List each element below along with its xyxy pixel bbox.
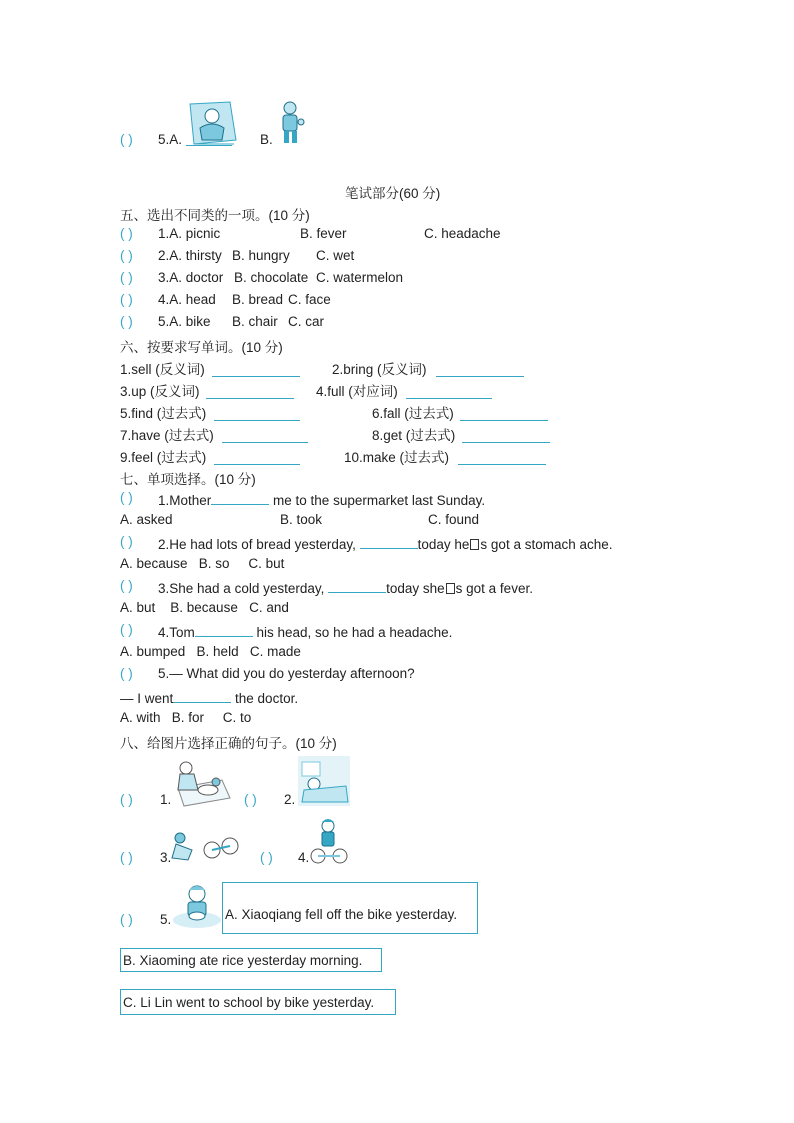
word-prompt: 4.full (对应词): [316, 384, 398, 399]
option-a: A. asked: [120, 512, 173, 527]
word-prompt: 9.feel (过去式): [120, 450, 207, 465]
option-c: C. headache: [424, 226, 501, 241]
sentence-c-box: [120, 989, 396, 1015]
option-a: 2.A. thirsty: [158, 248, 222, 263]
option-a: 4.A. head: [158, 292, 216, 307]
options-row: A. with B. for C. to: [120, 710, 252, 725]
option-c: C. watermelon: [316, 270, 404, 285]
answer-paren: ( ): [120, 912, 133, 927]
options-row: A. because B. so C. but: [120, 556, 285, 571]
picture-label: 3.: [160, 850, 172, 865]
word-prompt: 6.fall (过去式): [372, 406, 454, 421]
answer-line[interactable]: [222, 442, 308, 443]
answer-paren: ( ): [120, 132, 133, 147]
sentence-a-box: [222, 882, 478, 934]
option-c: C. wet: [316, 248, 355, 263]
eating-rice-picture: [172, 882, 222, 928]
answer-paren: ( ): [120, 578, 133, 593]
answer-line: [186, 145, 232, 146]
answer-blank[interactable]: [328, 578, 386, 593]
sleeping-in-bed-picture: [298, 756, 350, 806]
options-row: A. bumped B. held C. made: [120, 644, 301, 659]
answer-paren: ( ): [120, 622, 133, 637]
picture-label: 4.: [298, 850, 310, 865]
answer-paren: ( ): [260, 850, 273, 865]
option-c: C. car: [288, 314, 325, 329]
answer-paren: ( ): [120, 270, 133, 285]
answer-paren: ( ): [120, 792, 133, 807]
answer-paren: ( ): [120, 850, 133, 865]
child-cold-picture: [278, 100, 306, 148]
picnic-picture: [172, 758, 234, 808]
answer-blank[interactable]: [173, 688, 231, 703]
answer-line[interactable]: [214, 420, 300, 421]
option-b: B. bread: [232, 292, 284, 307]
section-5-title: 五、选出不同类的一项。(10 分): [120, 208, 310, 223]
answer-paren: ( ): [120, 248, 133, 263]
answer-line[interactable]: [460, 420, 548, 421]
answer-blank[interactable]: [211, 490, 269, 505]
option-b: B. fever: [300, 226, 347, 241]
answer-line[interactable]: [206, 398, 294, 399]
question-label: 5.A.: [158, 132, 183, 147]
answer-blank[interactable]: [195, 622, 253, 637]
answer-line[interactable]: [436, 376, 524, 377]
picture-label: 5.: [160, 912, 172, 927]
word-prompt: 7.have (过去式): [120, 428, 214, 443]
question-1: 1.Mother me to the supermarket last Sunday.: [158, 490, 485, 508]
question-3: 3.She had a cold yesterday, today she s got a fever.: [158, 578, 533, 596]
option-c: C. face: [288, 292, 331, 307]
question-5-answer-line: — I went the doctor.: [120, 688, 298, 706]
picture-label: 2.: [284, 792, 296, 807]
written-section-header: 笔试部分(60 分): [345, 186, 441, 201]
riding-bike-picture: [310, 818, 348, 866]
answer-line[interactable]: [212, 376, 300, 377]
answer-line[interactable]: [406, 398, 492, 399]
answer-paren: ( ): [244, 792, 257, 807]
option-b: B. hungry: [232, 248, 290, 263]
answer-line[interactable]: [458, 464, 546, 465]
word-prompt: 3.up (反义词): [120, 384, 200, 399]
section-7-title: 七、单项选择。(10 分): [120, 472, 256, 487]
missing-glyph-box: [446, 583, 455, 594]
option-b-label: B.: [260, 132, 273, 147]
option-c: C. found: [428, 512, 480, 527]
word-prompt: 1.sell (反义词): [120, 362, 205, 377]
option-b: B. chocolate: [234, 270, 309, 285]
sentence-b-box: [120, 948, 382, 972]
answer-paren: ( ): [120, 314, 133, 329]
word-prompt: 8.get (过去式): [372, 428, 456, 443]
answer-line[interactable]: [462, 442, 550, 443]
sentence-b: B. Xiaoming ate rice yesterday morning.: [123, 952, 363, 968]
option-a: 3.A. doctor: [158, 270, 224, 285]
answer-paren: ( ): [120, 666, 133, 681]
answer-line[interactable]: [214, 464, 300, 465]
answer-blank[interactable]: [360, 534, 418, 549]
missing-glyph-box: [470, 539, 479, 550]
option-b: B. chair: [232, 314, 278, 329]
word-prompt: 10.make (过去式): [344, 450, 450, 465]
question-2: 2.He had lots of bread yesterday, today he s got a stomach ache.: [158, 534, 613, 552]
section-8-title: 八、给图片选择正确的句子。(10 分): [120, 736, 337, 751]
answer-paren: ( ): [120, 534, 133, 549]
answer-paren: ( ): [120, 226, 133, 241]
sick-in-bed-picture: [186, 100, 238, 148]
answer-paren: ( ): [120, 292, 133, 307]
sentence-c: C. Li Lin went to school by bike yesterday.: [123, 994, 375, 1010]
fell-off-bike-picture: [168, 830, 240, 866]
options-row: A. but B. because C. and: [120, 600, 289, 615]
option-b: B. took: [280, 512, 323, 527]
answer-paren: ( ): [120, 490, 133, 505]
section-6-title: 六、按要求写单词。(10 分): [120, 340, 283, 355]
option-a: 1.A. picnic: [158, 226, 221, 241]
sentence-a: A. Xiaoqiang fell off the bike yesterday.: [225, 907, 458, 922]
word-prompt: 5.find (过去式): [120, 406, 207, 421]
question-4: 4.Tom his head, so he had a headache.: [158, 622, 452, 640]
word-prompt: 2.bring (反义词): [332, 362, 427, 377]
question-5: 5.— What did you do yesterday afternoon?: [158, 666, 415, 681]
option-a: 5.A. bike: [158, 314, 211, 329]
picture-label: 1.: [160, 792, 172, 807]
